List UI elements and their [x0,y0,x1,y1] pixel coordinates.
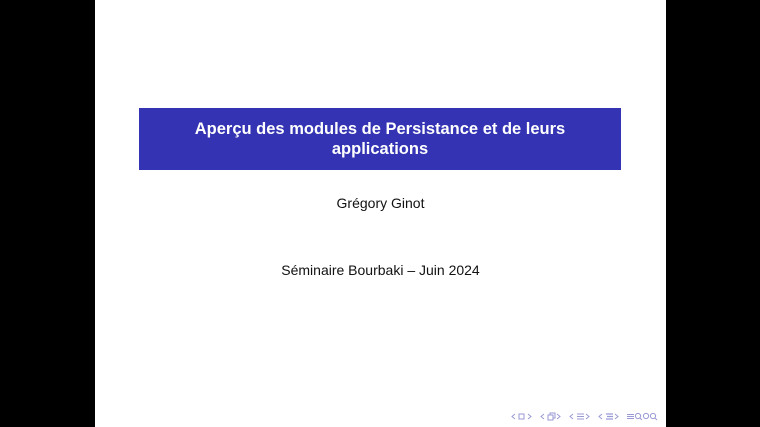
nav-frame-group [539,412,562,421]
title-slide [95,0,666,427]
arrow-right-icon[interactable] [613,412,620,421]
section-icon[interactable] [605,412,612,421]
frame-stack-icon[interactable] [547,412,554,421]
nav-section-group [597,412,620,421]
arrow-left-icon[interactable] [568,412,575,421]
subsection-icon[interactable] [576,412,583,421]
beamer-navigation-bar [506,411,658,421]
nav-subsection-group [568,412,591,421]
arrow-right-icon[interactable] [555,412,562,421]
arrow-left-icon[interactable] [539,412,546,421]
seminar-date: Séminaire Bourbaki – Juin 2024 [281,262,480,278]
align-icon[interactable] [626,412,633,421]
arrow-left-icon[interactable] [510,412,517,421]
slide-title: Aperçu des modules de Persistance et de leurs applications [194,120,566,158]
search-icon[interactable] [634,412,658,421]
nav-slide-group [510,412,533,421]
title-banner [139,108,621,170]
author-name: Grégory Ginot [336,195,425,211]
arrow-right-icon[interactable] [526,412,533,421]
slide-frame-icon[interactable] [518,412,525,421]
arrow-left-icon[interactable] [597,412,604,421]
arrow-right-icon[interactable] [584,412,591,421]
nav-tools-group [626,412,658,421]
